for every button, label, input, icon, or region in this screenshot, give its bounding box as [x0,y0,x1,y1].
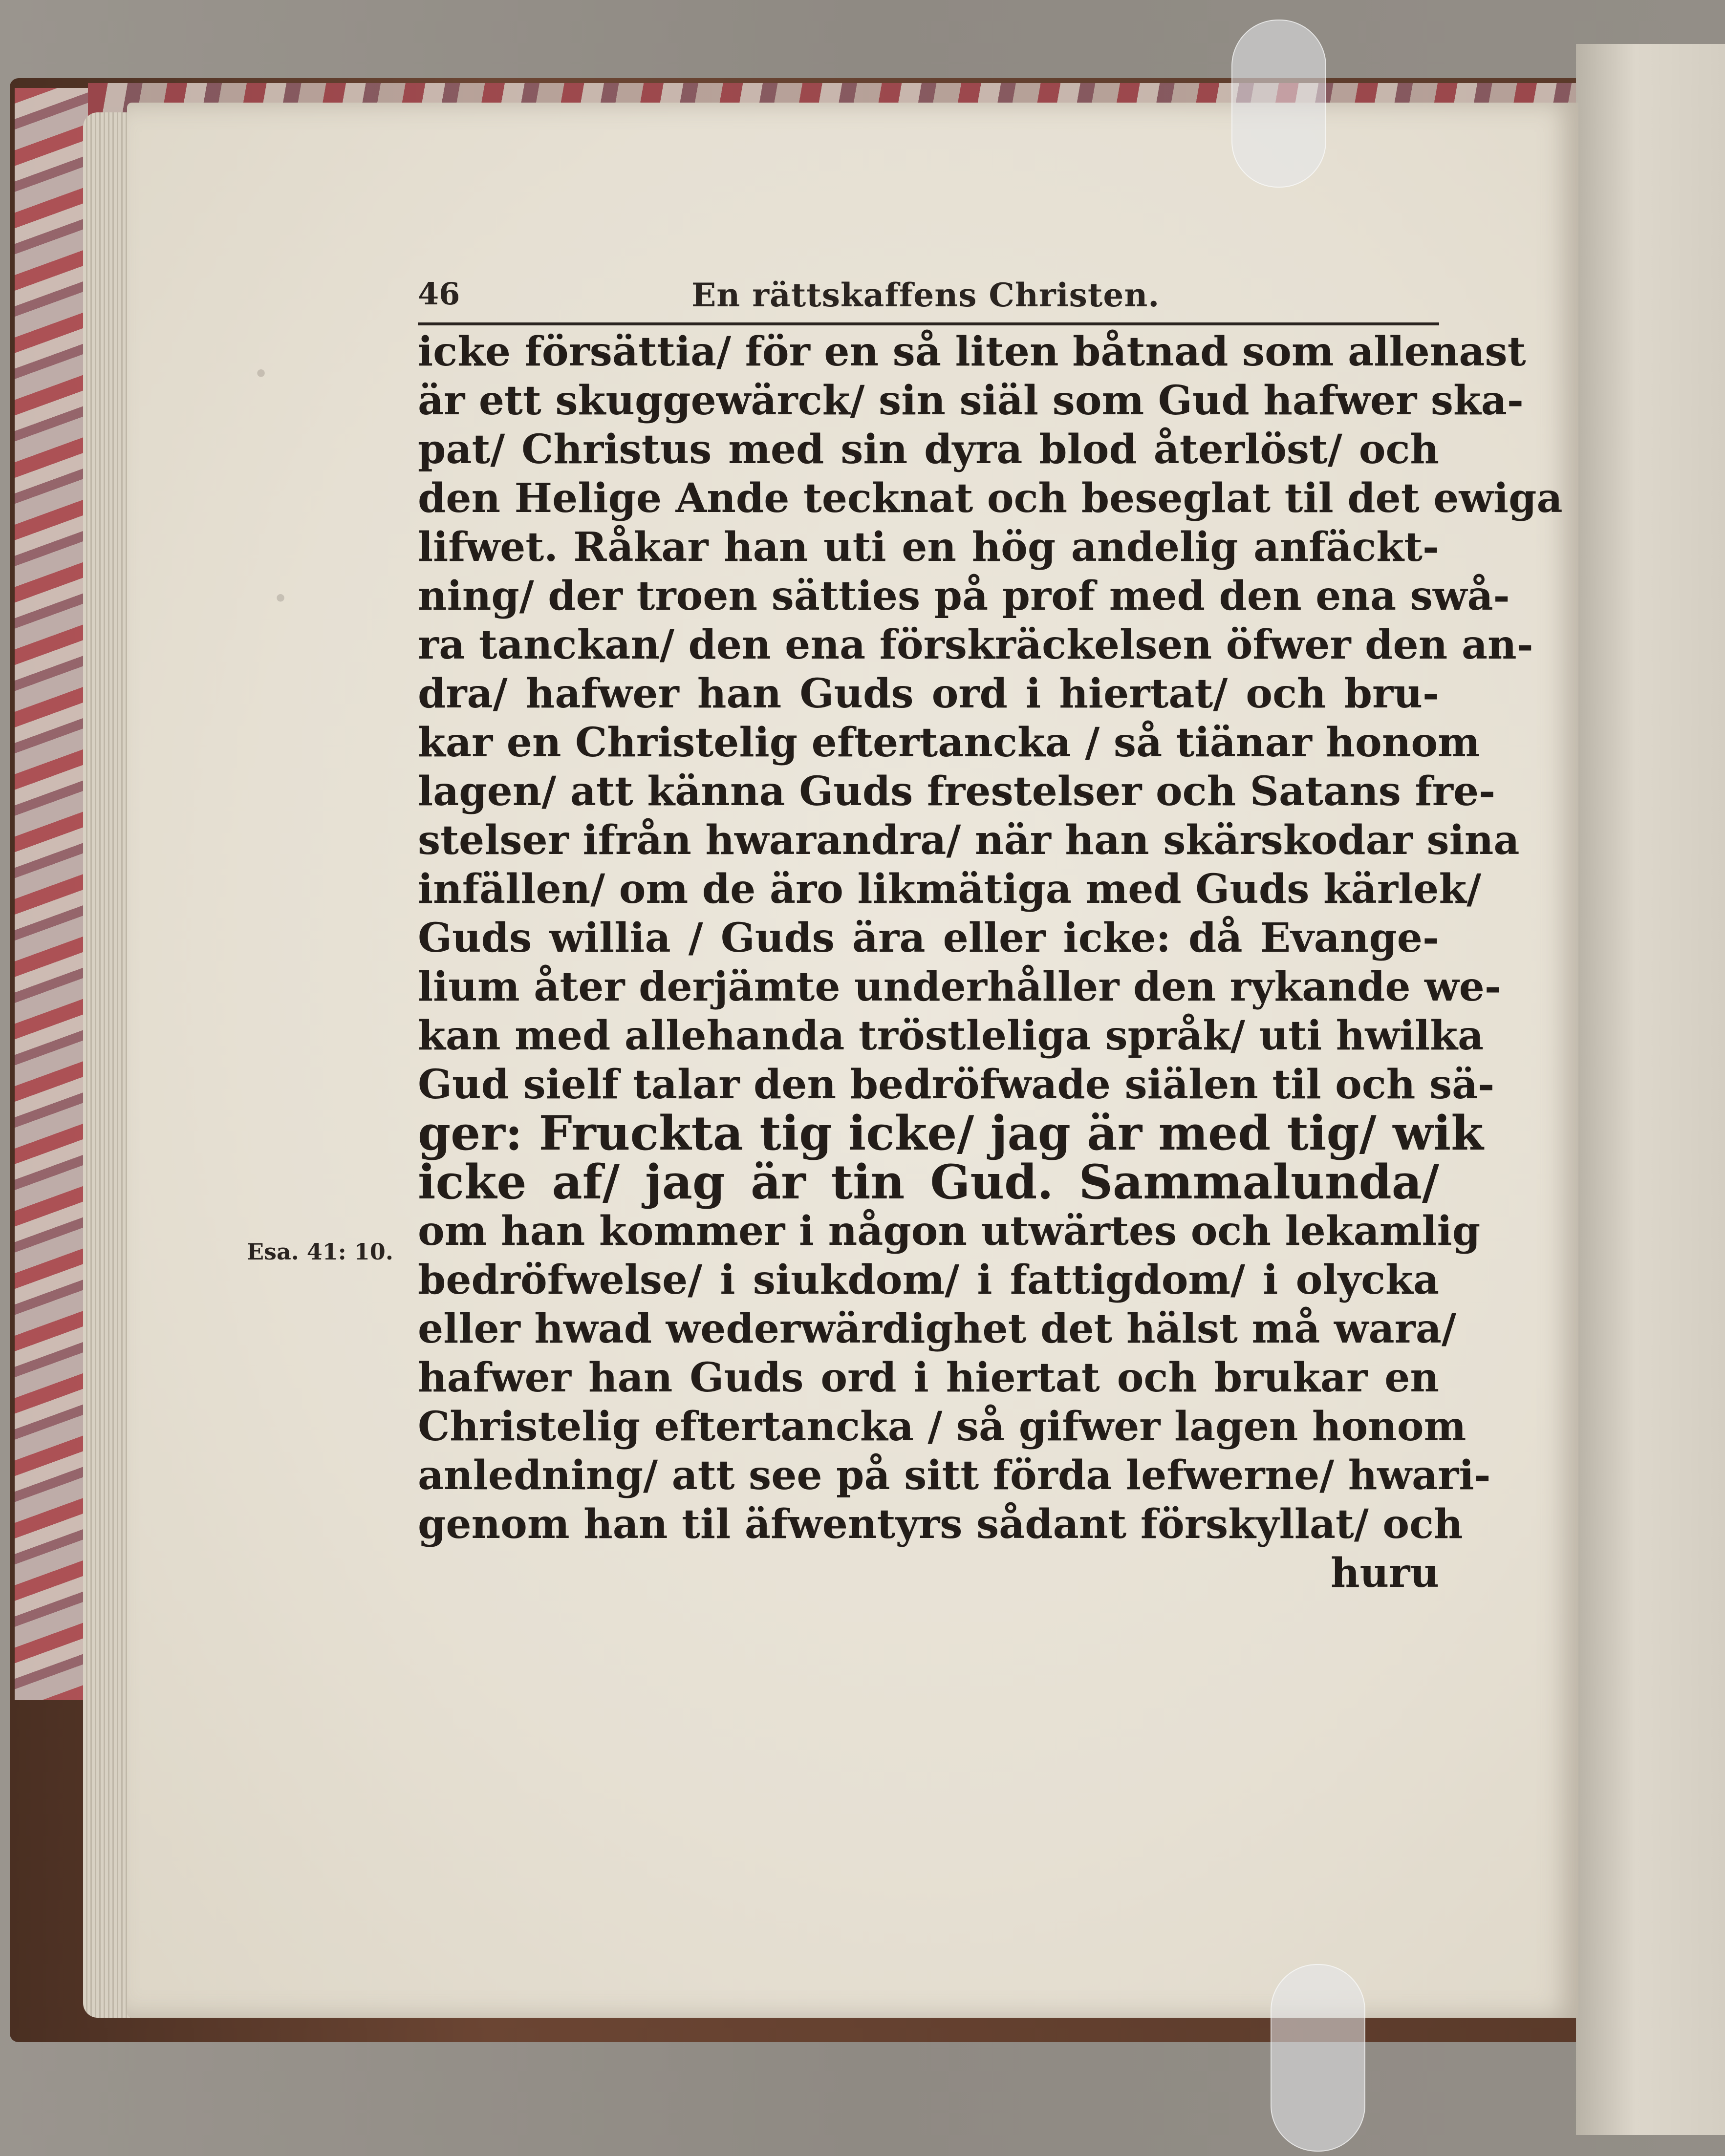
text-line: anledning/ att see på sitt förda lefwerne/ hwari- [418,1452,1491,1499]
catchword: huru [1330,1550,1439,1597]
text-line: är ett skuggewärck/ sin siäl som Gud hafwer ska- [418,377,1524,424]
marbled-endpaper [15,88,88,1700]
text-line: den Helige Ande tecknat och beseglat til det ewiga [418,475,1563,522]
margin-note-esa: Esa. 41: 10. [247,1238,393,1265]
text-line: kar en Christelig eftertancka / så tiänar honom [418,719,1480,766]
text-line: dra/ hafwer han Guds ord i hiertat/ och bru- [418,670,1439,717]
text-line: Gud sielf talar den bedröfwade siälen til och sä- [418,1061,1495,1108]
body-text [418,327,1563,1598]
text-line: lium åter derjämte underhåller den rykande we- [418,963,1501,1010]
text-line-emphasis: ger: Fruckta tig icke/ jag är med tig/ wik [418,1106,1484,1161]
text-line: ning/ der troen sätties på prof med den ena swå- [418,573,1510,619]
text-line: stelser ifrån hwarandra/ när han skärskodar sina [418,817,1520,864]
text-line: eller hwad wederwärdighet det hälst må wara/ [418,1305,1456,1352]
text-line: Christelig eftertancka / så gifwer lagen honom [418,1403,1466,1450]
show-through-mark: • [254,362,268,386]
page-clip-top [1231,20,1326,188]
text-line: bedröfwelse/ i siukdom/ i fattigdom/ i olycka [418,1257,1439,1303]
text-line: lagen/ att känna Guds frestelser och Satans fre- [418,768,1496,815]
text-line: om han kommer i någon utwärtes och lekamlig [418,1208,1481,1255]
text-line: lifwet. Råkar han uti en hög andelig anfäckt- [418,524,1439,571]
text-line: pat/ Christus med sin dyra blod återlöst/ och [418,426,1439,473]
text-line: icke försättia/ för en så liten båtnad som allenast [418,328,1526,375]
text-line: Guds willia / Guds ära eller icke: då Evange- [418,915,1439,961]
page-number: 46 [418,276,460,312]
text-line: kan med allehanda tröstleliga språk/ uti hwilka [418,1012,1484,1059]
text-line: genom han til äfwentyrs sådant förskyllat/ och [418,1501,1463,1548]
text-line-emphasis: icke af/ jag är tin Gud. Sammalunda/ [418,1154,1439,1210]
page-clip-bottom [1271,1964,1365,2152]
text-line: hafwer han Guds ord i hiertat och brukar en [418,1354,1439,1401]
show-through-mark: • [274,586,288,611]
running-head [418,276,1439,325]
text-line: ra tanckan/ den ena förskräckelsen öfwer den an- [418,621,1533,668]
text-line: infällen/ om de äro likmätiga med Guds kärlek/ [418,866,1482,913]
running-title: En rättskaffens Christen. [691,276,1160,314]
facing-page-edge [1576,44,1725,2135]
